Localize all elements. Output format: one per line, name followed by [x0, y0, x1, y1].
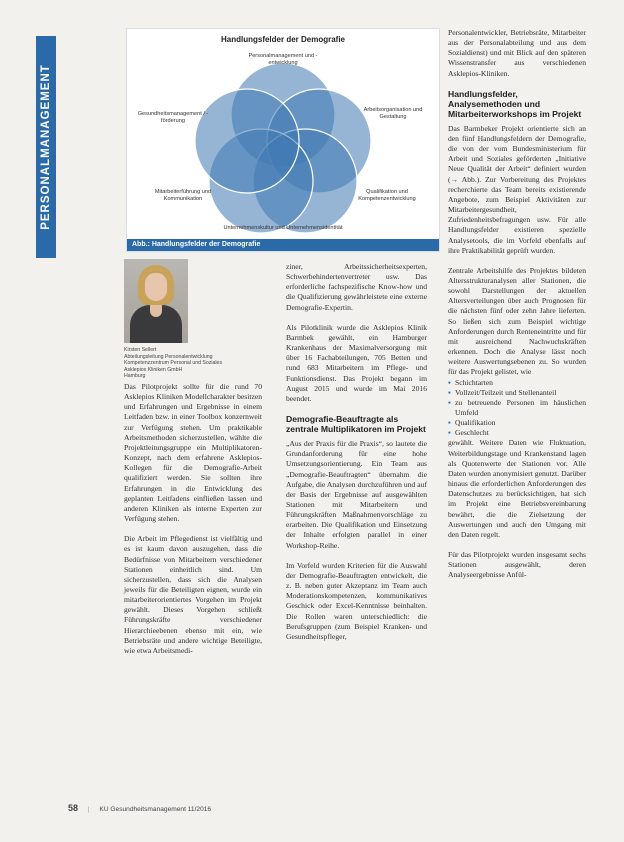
paragraph: Für das Pilotprojekt wurden insgesamt sechs Stationen ausgewählt, deren Analyseergebnisse Anfül- [448, 550, 586, 580]
figure-label-right: Arbeitsorganisation und Gestaltung [363, 107, 423, 120]
bullet-list [448, 378, 586, 439]
paragraph: Im Vorfeld wurden Kriterien für die Auswahl der Demografie-Beauftragten entwickelt, die z. B. neben guter Akzeptanz im Team auch Moderationskompetenzen, kommunikatives Geschick oder Excel-Kenntnisse beinhalten. Die Rollen waren unterschiedlich: die Berufsgruppen (zum Beispiel Kranken- und Gesundheitspfleger, [286, 560, 427, 641]
figure-label-top: Personalmanagement und -entwicklung [248, 53, 318, 66]
footer-separator: | [87, 806, 90, 813]
figure-label-left: Gesundheitsmanagement / -förderung [137, 111, 209, 124]
journal-name: KU Gesundheitsmanagement 11/2016 [99, 806, 212, 813]
paragraph: Zentrale Arbeitshilfe des Projektes bildeten Altersstrukturanalysen aller Stationen, die sowohl Darstellungen der aktuellen Altersverteilungen über auch Prognosen für die nächsten fünf oder zehn Jahre lieferten. So ließen sich zum Beispiel wichtige Anforderungen durch Renteneintritte und für mit ausreichend Nachwuchskräften erkennen. Doch die Analyse lässt noch weitere Auswertungsebenen zu. So wurden für das Projekt gelistet, wie [448, 265, 586, 377]
paragraph: gewählt. Weitere Daten wie Fluktuation, Weiterbildungstage und Krankenstand lagen als Quotenwerte der Stationen vor. Alle Daten wurden anonymisiert genutzt. Darüber hinaus die erforderlichen Anforderungen des Datenschutzes zu berücksichtigen, hat sich im Projekt eine Betriebsvereinbarung bewährt, die die Zielsetzung der Auswertungen und auch den Umgang mit den Daten regelt. [448, 438, 586, 539]
text-column-2 [286, 262, 427, 652]
section-heading: Handlungsfelder, Analysemethoden und Mitarbeiterworkshops im Projekt [448, 88, 582, 119]
section-label-wrap [36, 36, 56, 258]
venn-circle-5 [195, 89, 299, 193]
list-item: ▪ Vollzeit/Teilzeit und Stellenanteil [448, 388, 586, 398]
list-item: ▪ Schichtarten [448, 378, 586, 388]
page-number: 58 [68, 803, 79, 813]
page-footer [68, 803, 211, 813]
list-item: ▪ zu betreuende Personen im häuslichen Umfeld [448, 398, 586, 418]
figure-caption: Abb.: Handlungsfelder der Demografie [127, 239, 439, 251]
text-column-3 [448, 28, 586, 591]
paragraph: Das Pilotprojekt sollte für die rund 70 Asklepios Kliniken Modellcharakter besitzen und Erfahrungen und Ergebnisse in einem Leitfaden bzw. in einer Toolbox konzernweit zur Verfügung stehen. Um praktikable Arbeitsmethoden sicherzustellen, wählte die Projektleitungsgruppe ein Multiplikatoren-Konzept, nach dem erfahrene Asklepios-Kollegen für die Demografie-Arbeit qualifiziert werden. Sie sollten ihre Erfahrungen in die Entwicklung des geplanten Leitfadens einfließen lassen und anderen Kliniken als interne Experten zur Verfügung stehen. [124, 382, 262, 524]
photo-caption: Kirsten Sellert Abteilungsleitung Personalentwicklung Kompetenzzentrum Personal und Soziales Asklepios Kliniken GmbH Hamburg [124, 347, 223, 379]
figure-label-bottom: Unternehmenskultur und Unternehmensidentität [223, 225, 343, 231]
paragraph: ziner, Arbeitssicherheitsexperten, Schwerbehindertenvertreter usw. Das erforderliche fachspezifische Know-how und die Qualifizierung gewährleistete eine externe Demografie-Expertin. [286, 262, 427, 312]
paragraph: Personalentwickler, Betriebsräte, Mitarbeiter aus der Personalabteilung und aus dem Sozialdienst) und mit Blick auf den späteren Wissenstransfer aus verschiedenen Asklepios-Kliniken. [448, 28, 586, 78]
text-column-1 [124, 382, 262, 666]
figure-label-bottom-right: Qualifikation und Kompetenzentwicklung [358, 189, 416, 202]
section-heading: Demografie-Beauftragte als zentrale Multiplikatoren im Projekt [286, 414, 426, 435]
section-label: PERSONALMANAGEMENT [40, 64, 52, 230]
demography-figure [126, 28, 440, 252]
figure-title: Handlungsfelder der Demografie [220, 35, 346, 44]
paragraph: Die Arbeit im Pflegedienst ist vielfältig und es ist kaum davon auszugehen, dass die Bedürfnisse von Mitarbeitern verschiedener Stationen einheitlich sind. Um sicherzustellen, dass sich die Analysen jeweils für die Beteiligten eignen, wurde ein mitarbeiterorientiertes Vorgehen im Projekt gewählt. Dieses Vorgehen schließt Führungskräfte verschiedener Hierarchieebenen ebenso mit ein, wie Betriebsräte und andere wichtige Beteiligte, wie etwa Arbeitsmedi- [124, 534, 262, 655]
paragraph: „Aus der Praxis für die Praxis“, so lautete die Grundanforderung für eine hohe Umsetzungsorientierung. Ein Team aus „Demografie-Beauftragten“ übernahm die Aufgabe, die Analysen durchzuführen und auf der Basis der Ergebnisse auf ausgewählten Stationen mit Mitarbeitern und Führungskräften Maßnahmenvorschläge zu erarbeiten. Die Qualifikation und Einsetzung der Inhalte erfolgten parallel in einer Workshop-Reihe. [286, 439, 427, 550]
author-photo [124, 259, 188, 343]
list-item: ▪ Geschlecht [448, 428, 586, 438]
paragraph: Das Barmbeker Projekt orientierte sich an den fünf Handlungsfeldern der Demografie, die von der vom Bundesministerium für Arbeit und Soziales geförderten „Initiative Neue Qualität der Arbeit“ definiert wurden (→ Abb.). Zur Vorbereitung des Projektes recherchierte das Team bereits existierende Angebote, zum Beispiel Aktivitäten zur Mitarbeitergesundheit, Zufriedenheitsbefragungen usw. Für alle Handlungsfelder existieren spezielle Analysetools, die im Vorfeld ebenfalls auf ihre Praktikabilität geprüft wurden. [448, 123, 586, 255]
paragraph: Als Pilotklinik wurde die Asklepios Klinik Barmbek gewählt, ein Hamburger Krankenhaus der Maximalversorgung mit über 16 Fachabteilungen, 705 Betten und rund 683 Mitarbeitern im Pflege- und Funktionsdienst. Das Projekt begann im August 2015 und wurde im Mai 2016 beendet. [286, 322, 427, 403]
list-item: ▪ Qualifikation [448, 418, 586, 428]
figure-label-bottom-left: Mitarbeiterführung und Kommunikation [154, 189, 212, 202]
